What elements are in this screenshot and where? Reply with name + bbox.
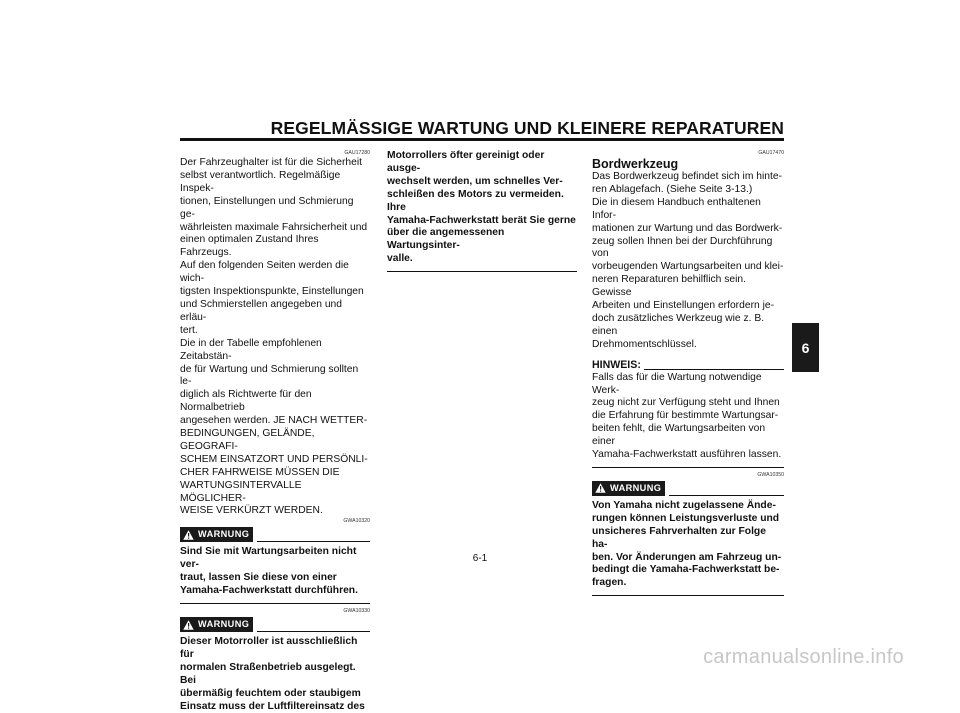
page-title: REGELMÄSSIGE WARTUNG UND KLEINERE REPARATUREN — [270, 118, 784, 138]
warning-triangle-icon — [595, 483, 606, 493]
note-end-rule — [592, 467, 784, 468]
warning-code: GWA10320 — [343, 518, 370, 525]
warning-label: WARNUNG — [198, 619, 250, 630]
column-left — [180, 150, 370, 713]
warning-continuation-text: Motorrollers öfter gereinigt oder ausge- wechselt werden, um schnelles Ver- schleißen des Motors zu vermeiden. Ihre Yamaha-Fachwerkstatt berät Sie gerne über die angemessenen Wartungsinter- valle. — [387, 150, 576, 265]
column-right — [592, 150, 784, 600]
column-middle — [387, 150, 577, 276]
warning-rule — [669, 495, 784, 496]
warning-triangle-icon — [183, 620, 194, 630]
warning-triangle-icon — [183, 530, 194, 540]
warning-end-rule — [180, 603, 370, 604]
warning-header — [180, 527, 370, 542]
intro-text: Der Fahrzeughalter ist für die Sicherheit selbst verantwortlich. Regelmäßige Inspek- tionen, Einstellungen und Schmierung ge- währleisten maximale Fahrsicherheit und einen optimalen Zustand Ihres Fahrzeugs. Auf den folgenden Seiten werden die wich- tigsten Inspektionspunkte, Einstellungen und Schmierstellen angegeben und erläu- tert. Die in der Tabelle empfohlenen Zeitabstän- de für Wartung und Schmierung sollten le- diglich als Richtwerte für den Normalbetrieb angesehen werden. JE NACH WETTER- BEDINGUNGEN, GELÄNDE, GEOGRAFI- SCHEM EINSATZORT UND PERSÖNLI- CHER FAHRWEISE MÜSSEN DIE WARTUNGSINTERVALLE MÖGLICHER- WEISE VERKÜRZT WERDEN. — [180, 157, 368, 517]
warning-label: WARNUNG — [610, 482, 662, 493]
warning-rule — [257, 631, 370, 632]
warning-text: Sind Sie mit Wartungsarbeiten nicht ver- traut, lassen Sie diese von einer Yamaha-Fachwerkstatt durchführen. — [180, 546, 358, 597]
warning-badge — [180, 527, 253, 542]
warning-header — [592, 481, 784, 496]
watermark: carmanualsonline.info — [703, 646, 904, 668]
note-text: Falls das für die Wartung notwendige Werk- zeug nicht zur Verfügung steht und Ihnen die Erfahrung für bestimmte Wartungsar- beiten fehlt, die Wartungsarbeiten von einer Yamaha-Fachwerkstatt ausführen lassen. — [592, 371, 782, 461]
section-title: Bordwerkzeug — [592, 157, 679, 171]
warning-end-rule — [592, 595, 784, 596]
warning-end-rule — [387, 271, 577, 272]
warning-text: Dieser Motorroller ist ausschließlich für normalen Straßenbetrieb ausgelegt. Bei übermäßig feuchtem oder staubigem Einsatz muss der Luftfiltereinsatz des — [180, 636, 365, 712]
warning-code: GWA10350 — [757, 471, 784, 478]
warning-rule — [257, 541, 370, 542]
warning-badge — [180, 617, 253, 632]
warning-text: Von Yamaha nicht zugelassene Ände- rungen können Leistungsverluste und unsicheres Fahrverhalten zur Folge ha- ben. Vor Änderungen am Fahrzeug un- bedingt die Yamaha-Fachwerkstatt be- fragen. — [592, 499, 782, 589]
note-header — [592, 359, 784, 372]
warning-label: WARNUNG — [198, 529, 250, 540]
chapter-tab: 6 — [792, 323, 819, 372]
section-text: Das Bordwerkzeug befindet sich im hinte- ren Ablagefach. (Siehe Seite 3-13.) Die in diesem Handbuch enthaltenen Infor- mationen zur Wartung und das Bordwerk- zeug sollen Ihnen bei der Durchführung von vorbeugenden Wartungsarbeiten und klei- neren Reparaturen behilflich sein. Gewisse Arbeiten und Einstellungen erfordern je- doch zusätzliches Werkzeug wie z. B. einen Drehmomentschlüssel. — [592, 171, 784, 350]
section-code: GAU17470 — [758, 150, 784, 156]
page-number: 6-1 — [472, 553, 488, 564]
warning-badge — [592, 481, 665, 496]
warning-header — [180, 617, 370, 632]
note-label: HINWEIS: — [592, 358, 641, 371]
warning-code: GWA10330 — [343, 608, 370, 614]
header-rule — [180, 138, 784, 141]
note-rule — [644, 369, 784, 370]
section-code: GAU17280 — [344, 150, 370, 156]
